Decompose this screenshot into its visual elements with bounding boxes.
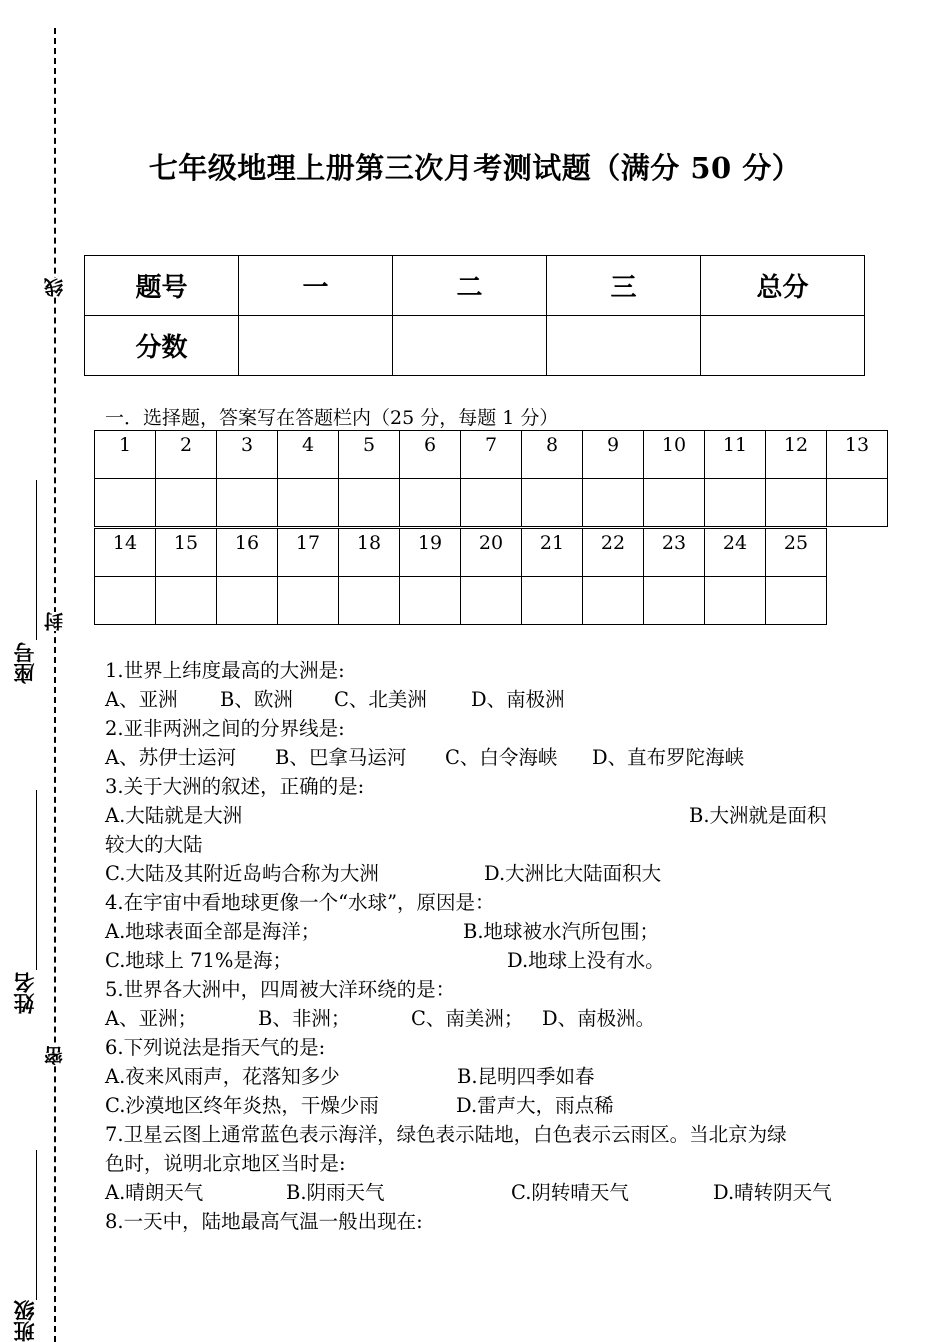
seat-number-underline[interactable]	[36, 480, 37, 640]
option-d: D.雷声大，雨点稀	[456, 1094, 614, 1117]
option-d: D.大洲比大陆面积大	[484, 862, 662, 885]
answer-grid-14-25	[94, 528, 827, 625]
option-a: A、亚洲	[105, 688, 178, 711]
answer-box[interactable]	[461, 577, 522, 625]
score-header-cell: 总分	[701, 256, 865, 316]
answer-number: 9	[583, 431, 644, 479]
answer-box[interactable]	[827, 479, 888, 527]
option-d: D、南极洲。	[542, 1007, 656, 1030]
option-d: D、南极洲	[471, 688, 565, 711]
answer-box[interactable]	[95, 479, 156, 527]
class-label: 班级	[12, 1300, 37, 1342]
option-d: D、直布罗陀海峡	[592, 746, 745, 769]
option-c: C、南美洲；	[411, 1007, 524, 1030]
answer-box[interactable]	[400, 577, 461, 625]
answer-number: 17	[278, 529, 339, 577]
question-7-stem-continued: 色时，说明北京地区当时是:	[105, 1152, 346, 1175]
answer-box[interactable]	[583, 577, 644, 625]
option-c: C.地球上 71%是海；	[105, 949, 292, 972]
option-a: A.大陆就是大洲	[105, 804, 243, 827]
option-b: B.大洲就是面积	[689, 804, 827, 827]
seat-number-label: 座号	[12, 642, 37, 684]
answer-number: 19	[400, 529, 461, 577]
score-row-label: 分数	[85, 316, 239, 376]
answer-box[interactable]	[217, 577, 278, 625]
option-d: D.地球上没有水。	[507, 949, 665, 972]
answer-number: 21	[522, 529, 583, 577]
score-header-cell: 题号	[85, 256, 239, 316]
question-4-stem: 4.在宇宙中看地球更像一个“水球”，原因是：	[105, 891, 495, 914]
exam-title: 七年级地理上册第三次月考测试题（满分 50 分）	[148, 151, 802, 185]
answer-grid-1-13	[94, 430, 888, 527]
question-3-option-b-continued: 较大的大陆	[105, 833, 203, 856]
option-b: B、非洲；	[258, 1007, 351, 1030]
option-a: A.地球表面全部是海洋；	[105, 920, 321, 943]
answer-number: 22	[583, 529, 644, 577]
answer-number: 20	[461, 529, 522, 577]
answer-box[interactable]	[339, 577, 400, 625]
binding-mark-xian: 线	[44, 278, 66, 297]
answer-number-row	[95, 529, 827, 577]
option-b: B.阴雨天气	[286, 1181, 385, 1204]
answer-number: 10	[644, 431, 705, 479]
answer-box[interactable]	[95, 577, 156, 625]
answer-box[interactable]	[705, 577, 766, 625]
option-c: C.沙漠地区终年炎热，干燥少雨	[105, 1094, 379, 1117]
section-heading: 一．选择题，答案写在答题栏内（25 分，每题 1 分）	[105, 407, 559, 429]
question-2-stem: 2.亚非两洲之间的分界线是:	[105, 717, 345, 740]
score-table-header-row	[85, 256, 865, 316]
question-5-stem: 5.世界各大洲中，四周被大洋环绕的是：	[105, 978, 456, 1001]
answer-number: 2	[156, 431, 217, 479]
option-d: D.晴转阴天气	[713, 1181, 832, 1204]
answer-box[interactable]	[705, 479, 766, 527]
question-8-stem: 8.一天中，陆地最高气温一般出现在:	[105, 1210, 423, 1233]
answer-number: 7	[461, 431, 522, 479]
answer-number: 23	[644, 529, 705, 577]
option-c: C.阴转晴天气	[511, 1181, 629, 1204]
answer-number: 24	[705, 529, 766, 577]
answer-box-row	[95, 577, 827, 625]
name-underline[interactable]	[36, 790, 37, 970]
answer-number: 8	[522, 431, 583, 479]
option-b: B、欧洲	[220, 688, 293, 711]
answer-number: 16	[217, 529, 278, 577]
answer-box[interactable]	[461, 479, 522, 527]
total-score-cell[interactable]	[701, 316, 865, 376]
answer-number: 13	[827, 431, 888, 479]
option-a: A.晴朗天气	[105, 1181, 204, 1204]
answer-box[interactable]	[522, 577, 583, 625]
answer-number: 11	[705, 431, 766, 479]
answer-box-row	[95, 479, 888, 527]
option-a: A、亚洲；	[105, 1007, 198, 1030]
score-input-cell[interactable]	[239, 316, 393, 376]
answer-box[interactable]	[766, 479, 827, 527]
answer-box[interactable]	[339, 479, 400, 527]
answer-box[interactable]	[156, 479, 217, 527]
answer-number: 25	[766, 529, 827, 577]
answer-box[interactable]	[156, 577, 217, 625]
binding-mark-mi: 密	[44, 1046, 66, 1065]
option-b: B、巴拿马运河	[275, 746, 407, 769]
answer-number: 4	[278, 431, 339, 479]
answer-box[interactable]	[766, 577, 827, 625]
answer-box[interactable]	[583, 479, 644, 527]
answer-number: 1	[95, 431, 156, 479]
option-c: C、白令海峡	[445, 746, 558, 769]
option-a: A、苏伊士运河	[105, 746, 237, 769]
answer-box[interactable]	[522, 479, 583, 527]
question-7-stem: 7.卫星云图上通常蓝色表示海洋，绿色表示陆地，白色表示云雨区。当北京为绿	[105, 1123, 787, 1146]
score-input-cell[interactable]	[547, 316, 701, 376]
answer-number: 12	[766, 431, 827, 479]
answer-number: 3	[217, 431, 278, 479]
answer-number: 14	[95, 529, 156, 577]
answer-number: 5	[339, 431, 400, 479]
score-input-cell[interactable]	[393, 316, 547, 376]
answer-box[interactable]	[278, 577, 339, 625]
option-b: B.地球被水汽所包围；	[463, 920, 660, 943]
option-c: C、北美洲	[334, 688, 427, 711]
question-6-stem: 6.下列说法是指天气的是:	[105, 1036, 326, 1059]
answer-number-row	[95, 431, 888, 479]
option-a: A.夜来风雨声，花落知多少	[105, 1065, 340, 1088]
question-3-stem: 3.关于大洲的叙述，正确的是:	[105, 775, 365, 798]
score-table	[84, 255, 865, 376]
answer-number: 6	[400, 431, 461, 479]
score-table-score-row	[85, 316, 865, 376]
option-b: B.昆明四季如春	[457, 1065, 595, 1088]
question-1-stem: 1.世界上纬度最高的大洲是:	[105, 659, 345, 682]
answer-number: 18	[339, 529, 400, 577]
answer-box[interactable]	[644, 479, 705, 527]
score-header-cell: 二	[393, 256, 547, 316]
option-c: C.大陆及其附近岛屿合称为大洲	[105, 862, 379, 885]
score-header-cell: 一	[239, 256, 393, 316]
answer-box[interactable]	[400, 479, 461, 527]
name-label: 姓名	[12, 972, 37, 1014]
answer-box[interactable]	[217, 479, 278, 527]
binding-line	[54, 28, 56, 1342]
class-underline[interactable]	[36, 1150, 37, 1300]
answer-box[interactable]	[644, 577, 705, 625]
answer-box[interactable]	[278, 479, 339, 527]
answer-number: 15	[156, 529, 217, 577]
binding-mark-feng: 封	[44, 612, 66, 631]
score-header-cell: 三	[547, 256, 701, 316]
